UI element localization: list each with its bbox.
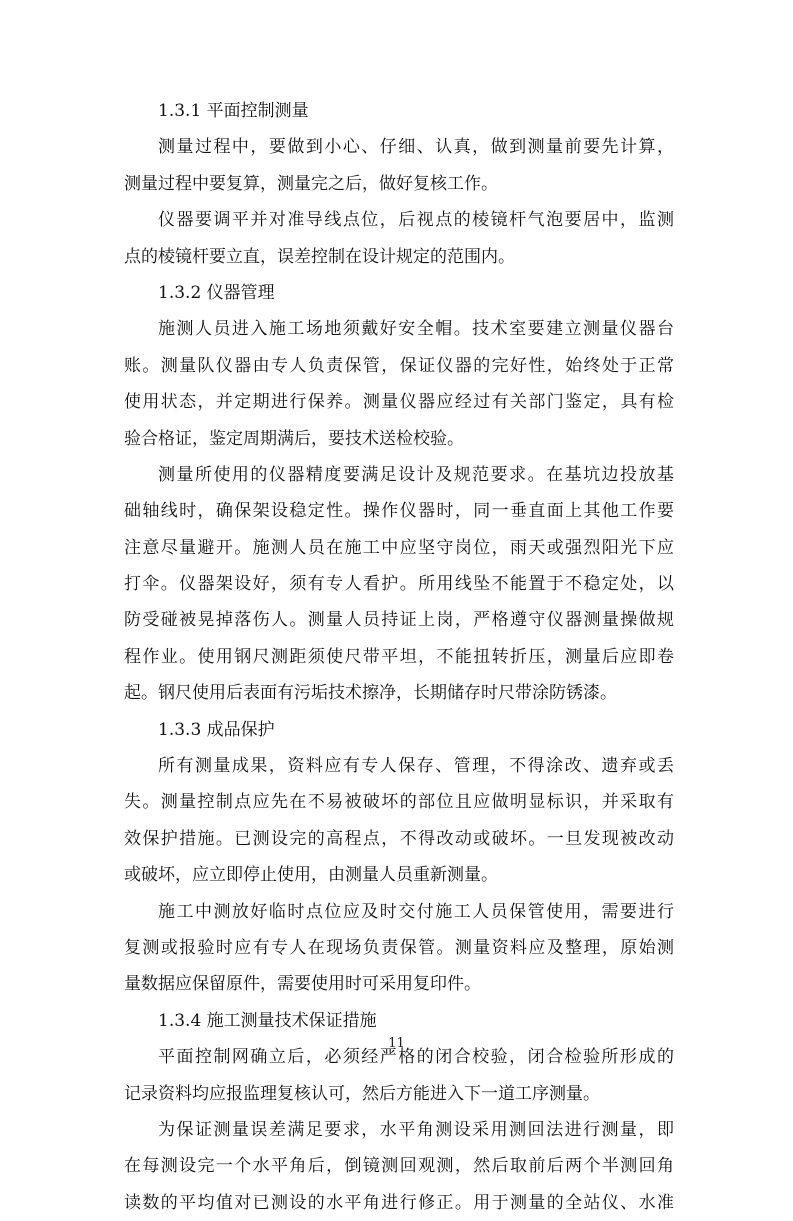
paragraph-line: 础轴线时，确保架设稳定性。操作仪器时，同一垂直面上其他工作要 bbox=[124, 501, 674, 522]
paragraph-line: 验合格证，鉴定周期满后，要技术送检校验。 bbox=[124, 428, 464, 449]
paragraph-line: 程作业。使用钢尺测距须使尺带平坦，不能扭转折压，测量后应即卷 bbox=[124, 646, 674, 667]
paragraph-line: 在每测设完一个水平角后，倒镜测回观测，然后取前后两个半测回角 bbox=[124, 1156, 674, 1177]
paragraph-line: 测量过程中要复算，测量完之后，做好复核工作。 bbox=[124, 173, 498, 194]
section-heading: 1.3.1 平面控制测量 bbox=[158, 101, 309, 121]
page-number: 11 bbox=[388, 1036, 405, 1051]
paragraph-line: 测量所使用的仪器精度要满足设计及规范要求。在基坑边投放基 bbox=[158, 464, 674, 485]
paragraph-line: 为保证测量误差满足要求，水平角测设采用测回法进行测量，即 bbox=[158, 1119, 674, 1140]
paragraph-line: 起。钢尺使用后表面有污垢技术擦净，长期储存时尺带涂防锈漆。 bbox=[124, 683, 617, 704]
paragraph-line: 注意尽量避开。施测人员在施工中应坚守岗位，雨天或强烈阳光下应 bbox=[124, 537, 674, 558]
paragraph-line: 记录资料均应报监理复核认可，然后方能进入下一道工序测量。 bbox=[124, 1083, 600, 1104]
paragraph-line: 测量过程中，要做到小心、仔细、认真，做到测量前要先计算， bbox=[158, 137, 674, 158]
paragraph-line: 防受碰被晃掉落伤人。测量人员持证上岗，严格遵守仪器测量操做规 bbox=[124, 610, 674, 631]
paragraph-line: 使用状态，并定期进行保养。测量仪器应经过有关部门鉴定，具有检 bbox=[124, 392, 674, 413]
paragraph-line: 施测人员进入施工场地须戴好安全帽。技术室要建立测量仪器台 bbox=[158, 319, 674, 340]
paragraph-line: 读数的平均值对已测设的水平角进行修正。用于测量的全站仪、水准 bbox=[124, 1192, 674, 1213]
paragraph-line: 效保护措施。已测设完的高程点，不得改动或破坏。一旦发现被改动 bbox=[124, 828, 674, 849]
paragraph-line: 账。测量队仪器由专人负责保管，保证仪器的完好性，始终处于正常 bbox=[124, 355, 674, 376]
paragraph-line: 点的棱镜杆要立直，误差控制在设计规定的范围内。 bbox=[124, 246, 515, 267]
document-body bbox=[124, 93, 674, 1221]
paragraph-line: 失。测量控制点应先在不易被破坏的部位且应做明显标识，并采取有 bbox=[124, 792, 674, 813]
paragraph-line: 所有测量成果，资料应有专人保存、管理，不得涂改、遗弃或丢 bbox=[158, 756, 674, 777]
paragraph-line: 量数据应保留原件，需要使用时可采用复印件。 bbox=[124, 974, 481, 995]
section-heading: 1.3.4 施工测量技术保证措施 bbox=[158, 1010, 377, 1031]
paragraph-line: 平面控制网确立后，必须经严格的闭合校验，闭合检验所形成的 bbox=[158, 1047, 674, 1068]
section-heading: 1.3.3 成品保护 bbox=[158, 719, 275, 740]
section-heading: 1.3.2 仪器管理 bbox=[158, 282, 275, 303]
paragraph-line: 复测或报验时应有专人在现场负责保管。测量资料应及整理，原始测 bbox=[124, 937, 674, 958]
paragraph-line: 施工中测放好临时点位应及时交付施工人员保管使用，需要进行 bbox=[158, 901, 674, 922]
paragraph-line: 打伞。仪器架设好，须有专人看护。所用线坠不能置于不稳定处，以 bbox=[124, 574, 674, 595]
paragraph-line: 仪器要调平并对准导线点位，后视点的棱镜杆气泡要居中，监测 bbox=[158, 210, 674, 231]
paragraph-line: 或破坏，应立即停止使用，由测量人员重新测量。 bbox=[124, 865, 498, 886]
